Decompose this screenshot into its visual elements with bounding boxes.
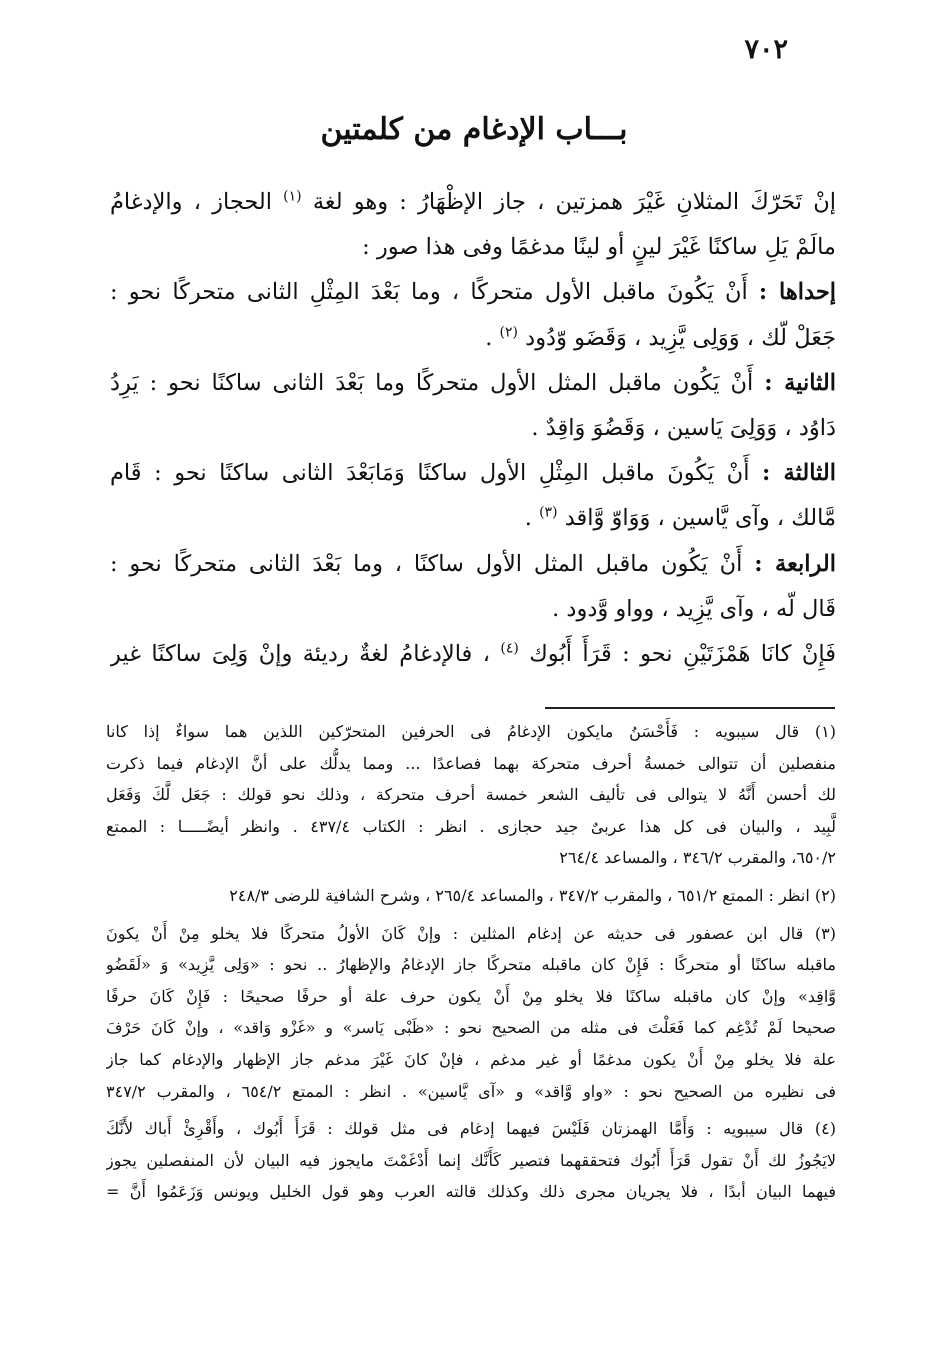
footnote-line: فى نظيره من الصحيح نحو : «واو وَّاقد» و «آى يَّاسين» . انظر : الممتع ٦٥٤/٢ ، والمقرب ٣٤٧/٢: [106, 1081, 836, 1101]
footnote-separator: [545, 707, 835, 709]
footnote-4: [106, 1113, 836, 1208]
section-term: إحداها :: [758, 279, 836, 306]
body-line: دَاوُد ، وَوَلِىَ يَاسين ، وَقَضُوَ وَاقِدٌ .: [531, 415, 836, 442]
body-line: جَعَلْ لّك ، وَوَلِى يَّزِيد ، وَقَضَو وّدُود $^{(٢)}$ .: [485, 324, 836, 351]
section-term: الثانية :: [764, 369, 836, 396]
page-number: ٧٠٢: [744, 34, 788, 65]
section-term: الرابعة :: [754, 550, 836, 577]
footnote-line: (٢) انظر : الممتع ٦٥١/٢ ، والمقرب ٣٤٧/٢ ، والمساعد ٢٦٥/٤ ، وشرح الشافية للرضى ٢٤٨/٣: [229, 885, 836, 905]
body-line: الثالثة : أَنْ يَكُونَ ماقبل المِثْلِ الأول ساكنًا وَمَابَعْدَ الثانى ساكنًا نحو : قَام: [110, 460, 836, 487]
footnote-ref: (١): [283, 188, 302, 205]
footnote-ref: (٤): [500, 640, 519, 657]
footnote-3: [106, 918, 836, 1108]
footnote-line: لك أحسن أَنَّهُ لا يتوالى فى تأليف الشعر خمسة أحرف متحركة ، وذلك نحو قولك : جَعَل لَّكَ وَفَعَل: [106, 785, 836, 805]
footnote-line: فيهما البيان أبدًا ، فلا يجريان مجرى ذلك وكذلك قالته العرب وهو قول الخليل ويونس وَزَعَمُوا أَنَّ =: [106, 1182, 836, 1202]
footnote-line: لَّبِيد ، والبيان فى كل هذا عربىٌ جيد حجازى . انظر : الكتاب ٤٣٧/٤ . وانظر أيضًـــــا : الممتع: [106, 816, 836, 836]
footnote-line: علة فلا يخلو مِنْ أَنْ يكون مدغمًا أو غير مدغم ، فإنْ كانَ غَيْرَ مدغم جاز الإظهار والإدغام كما جاز: [106, 1049, 836, 1069]
footnote-line: صحيحا لَمْ تُدْغِم كما فَعَلْتَ فى مثله من الصحيح نحو : «ظَبْى يَاسر» و «غَزْو وَاقد» ، وإنْ كَانَ حَرْفَ: [106, 1018, 836, 1038]
footnote-line: وَّاقِد» وإنْ كان ماقبله ساكنًا فلا يخلو مِنْ أَنْ يكون حرف علة أو حرفًا صحيحًا : فَإِنْ كَانَ حرفًا: [106, 986, 836, 1006]
footnotes: [106, 716, 836, 1214]
body-line: فَإِنْ كانَا هَمْزَتَيْنِ نحو : قَرَأَ أَبُوك $^{(٤)}$ ، فالإدغامُ لغةٌ رديئة وإنْ وَلِىَ ساكنًا غير: [110, 640, 836, 668]
footnote-line: ٦٥٠/٢، والمقرب ٣٤٦/٢ ، والمساعد ٢٦٤/٤: [559, 848, 836, 868]
main-text: [110, 180, 836, 677]
section-term: الثالثة :: [762, 460, 836, 487]
body-line: الثانية : أَنْ يَكُون ماقبل المثل الأول متحركًا وما بَعْدَ الثانى ساكنًا نحو : يَرِدُ: [110, 369, 836, 396]
footnote-line: ماقبله ساكنًا أو متحركًا : فَإِنْ كان ماقبله متحركًا جاز الإدغامُ والإظهارُ .. نحو : «وَلِى يَّزِيد» وَ «لَقَضُو: [106, 955, 836, 975]
footnote-line: (٤) قال سيبويه : وَأَمَّا الهمزتان فَلَيْسَ فيهما إدغام فى مثل قولك : قَرَأَ أَبُوك ، وأَقْرِئْ أَباك لأَنَّكَ: [106, 1119, 836, 1139]
footnote-line: منفصلين أن تتوالى خمسةُ أحرف متحركة بهما فصاعدًا ... ومما يدلُّك على أنَّ الإدغام فيما ذكرت: [106, 753, 836, 773]
body-line: إنْ تَحَرّكَ المثلانِ غَيْرَ همزتين ، جاز الإظْهَارُ : وهو لغة $^{(١)}$ الحجاز ، والإدغامُ: [110, 188, 836, 215]
body-line: مَّالك ، وآى يَّاسين ، وَوَاوّ وَّاقد $^{(٣)}$ .: [524, 504, 836, 532]
footnote-line: (١) قال سيبويه : فَأَحْسَنُ مايكون الإدغامُ فى الحرفين المتحرّكين اللذين هما سواءٌ إذا كانا: [106, 722, 836, 741]
footnote-1: [106, 716, 836, 874]
body-line: إحداها : أَنْ يَكُونَ ماقبل الأول متحركًا ، وما بَعْدَ المِثْلِ الثانى متحركًا نحو :: [110, 279, 836, 306]
chapter-title: بـــاب الإدغام من كلمتين: [320, 112, 628, 147]
footnote-2: [106, 880, 836, 912]
body-line: الرابعة : أَنْ يَكُون ماقبل المثل الأول ساكنًا ، وما بَعْدَ الثانى متحركًا نحو :: [110, 550, 836, 577]
footnote-line: لايَجُوزُ لك أَنْ تقول قَرَأَ أَبُوك فتحققهما فتصير كَأَنَّك إنما أَدْغَمْتَ مايجوز فيه البيان لأن المنفصلين يجوز: [106, 1150, 836, 1170]
footnote-ref: (٢): [499, 324, 519, 341]
footnote-line: (٣) قال ابن عصفور فى حديثه عن إدغام المثلين : وإنْ كَانَ الأولُ متحركًا فلا يخلو مِنْ أَنْ يكونَ: [106, 923, 836, 943]
footnote-ref: (٣): [539, 504, 558, 521]
body-line: مالَمْ يَلِ ساكنًا غَيْرَ لينٍ أو لينًا مدغمًا وفى هذا صور :: [362, 234, 836, 261]
body-line: قَال لّه ، وآى يَّزِيد ، وواو وَّدود .: [552, 595, 836, 622]
